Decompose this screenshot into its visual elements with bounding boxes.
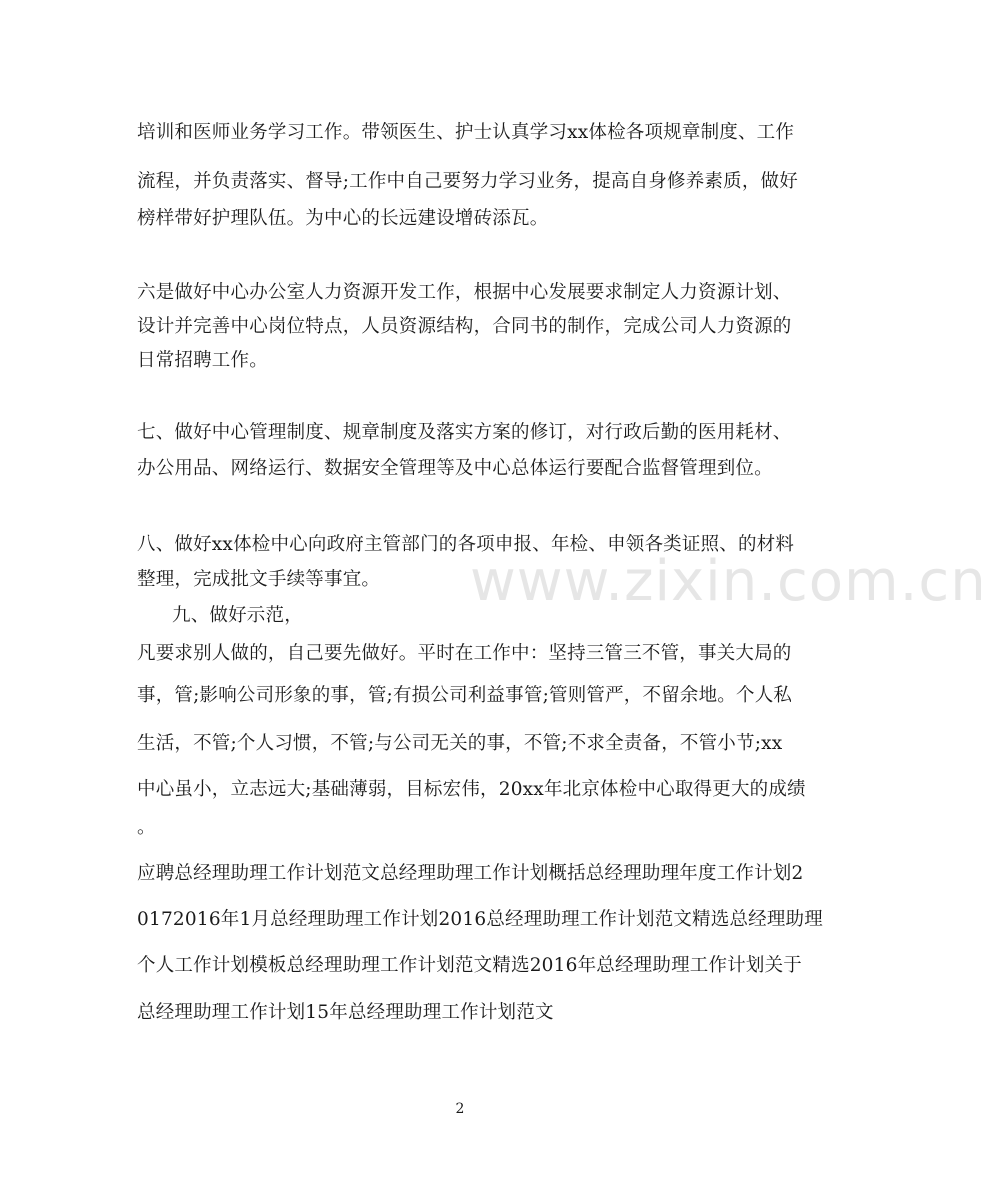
watermark: www.zixin.com.cn (470, 549, 987, 614)
text-line: 日常招聘工作。 (137, 350, 268, 371)
text-line: 设计并完善中心岗位特点，人员资源结构，合同书的制作，完成公司人力资源的 (137, 316, 792, 337)
text-line: 办公用品、网络运行、数据安全管理等及中心总体运行要配合监督管理到位。 (137, 458, 773, 479)
text-line: 培训和医师业务学习工作。带领医生、护士认真学习xx体检各项规章制度、工作 (137, 122, 795, 143)
page-number: 2 (455, 1101, 465, 1117)
text-line: 整理，完成批文手续等事宜。 (137, 569, 381, 590)
text-line: 流程，并负责落实、督导;工作中自己要努力学习业务，提高自身修养素质，做好 (137, 171, 798, 192)
text-line: 生活，不管;个人习惯，不管;与公司无关的事，不管;不求全责备，不管小节;xx (137, 733, 783, 754)
text-line: 。 (137, 817, 156, 838)
text-line: 事，管;影响公司形象的事，管;有损公司利益事管;管则管严，不留余地。个人私 (137, 685, 793, 706)
text-line: 七、做好中心管理制度、规章制度及落实方案的修订，对行政后勤的医用耗材、 (137, 422, 792, 443)
related-links-line: 总经理助理工作计划15年总经理助理工作计划范文 (137, 1002, 554, 1023)
related-links-line: 个人工作计划模板总经理助理工作计划范文精选2016年总经理助理工作计划关于 (137, 955, 802, 976)
text-line: 六是做好中心办公室人力资源开发工作，根据中心发展要求制定人力资源计划、 (137, 282, 792, 303)
section-heading: 九、做好示范， (172, 605, 303, 626)
related-links-line: 应聘总经理助理工作计划范文总经理助理工作计划概括总经理助理年度工作计划2 (137, 863, 804, 884)
related-links-line: 0172016年1月总经理助理工作计划2016总经理助理工作计划范文精选总经理助理 (137, 909, 823, 930)
text-line: 八、做好xx体检中心向政府主管部门的各项申报、年检、申领各类证照、的材料 (137, 534, 795, 555)
text-line: 凡要求别人做的，自己要先做好。平时在工作中：坚持三管三不管，事关大局的 (137, 643, 792, 664)
text-line: 榜样带好护理队伍。为中心的长远建设增砖添瓦。 (137, 208, 549, 229)
text-line: 中心虽小，立志远大;基础薄弱，目标宏伟，20xx年北京体检中心取得更大的成绩 (137, 779, 806, 800)
